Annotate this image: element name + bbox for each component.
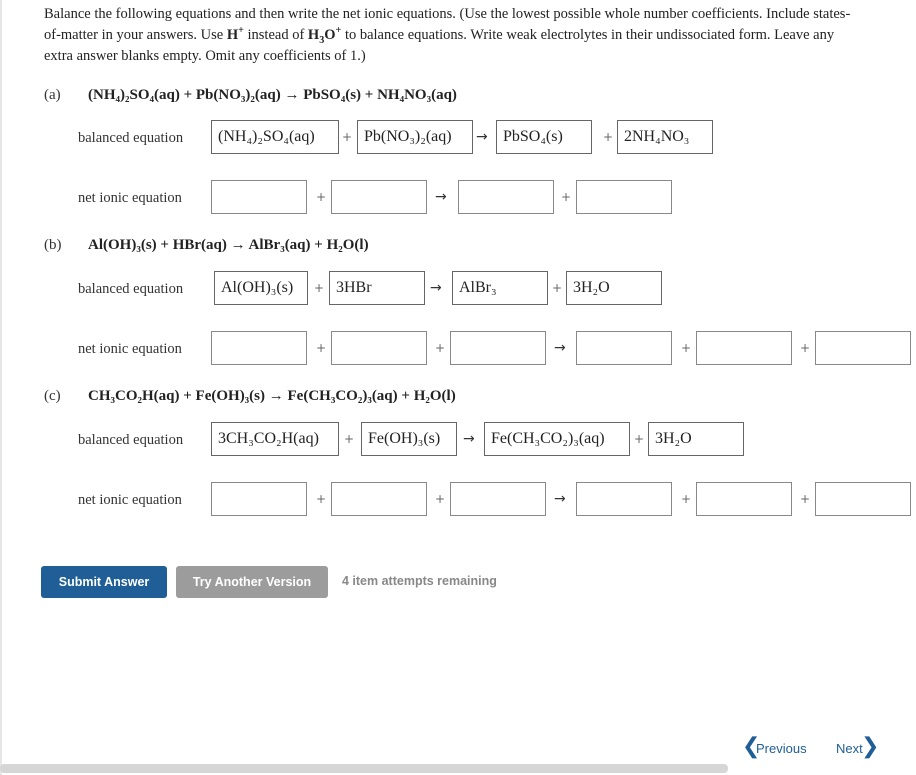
net-ionic-c-box-3[interactable] xyxy=(450,482,546,516)
question-a-letter: (a) xyxy=(44,87,61,103)
plus-sign: + xyxy=(681,341,692,355)
plus-sign: + xyxy=(800,341,811,355)
balanced-c-product-1[interactable]: Fe(CH₃CO₂)₃(aq) xyxy=(484,422,630,456)
plus-sign: + xyxy=(634,432,645,446)
net-ionic-b-box-5[interactable] xyxy=(696,331,792,365)
net-ionic-label-a: net ionic equation xyxy=(78,190,182,206)
arrow-icon: → xyxy=(463,431,475,447)
balanced-c-reactant-1[interactable]: 3CH₃CO₂H(aq) xyxy=(211,422,339,456)
plus-sign: + xyxy=(681,492,692,506)
net-ionic-label-b: net ionic equation xyxy=(78,341,182,357)
plus-sign: + xyxy=(561,190,572,204)
balanced-b-reactant-2[interactable]: 3HBr xyxy=(329,271,425,305)
net-ionic-b-box-1[interactable] xyxy=(211,331,307,365)
net-ionic-b-box-4[interactable] xyxy=(576,331,672,365)
plus-sign: + xyxy=(552,281,563,295)
arrow-icon: → xyxy=(435,189,447,205)
net-ionic-c-box-1[interactable] xyxy=(211,482,307,516)
attempts-remaining: 4 item attempts remaining xyxy=(342,574,497,588)
net-ionic-a-box-1[interactable] xyxy=(211,180,307,214)
net-ionic-c-box-2[interactable] xyxy=(331,482,427,516)
balanced-b-product-1[interactable]: AlBr₃ xyxy=(452,271,548,305)
arrow-icon: → xyxy=(476,129,488,145)
h3o-h: H xyxy=(307,27,320,43)
h3o-charge: + xyxy=(335,25,342,36)
plus-sign: + xyxy=(800,492,811,506)
plus-sign: + xyxy=(435,341,446,355)
net-ionic-a-box-3[interactable] xyxy=(458,180,554,214)
chevron-right-icon[interactable]: ❯ xyxy=(861,734,880,759)
net-ionic-label-c: net ionic equation xyxy=(78,492,182,508)
plus-sign: + xyxy=(316,492,327,506)
plus-sign: + xyxy=(435,492,446,506)
h3o-sub: 3 xyxy=(319,35,325,46)
h3o-o: O xyxy=(324,27,336,43)
plus-sign: + xyxy=(603,130,614,144)
question-c-letter: (c) xyxy=(44,388,61,404)
arrow-icon: → xyxy=(554,491,566,507)
left-rule xyxy=(0,0,2,775)
submit-answer-button[interactable]: Submit Answer xyxy=(41,566,167,598)
question-b-letter: (b) xyxy=(44,237,62,253)
plus-sign: + xyxy=(316,341,327,355)
plus-sign: + xyxy=(342,130,353,144)
net-ionic-a-box-2[interactable] xyxy=(331,180,427,214)
question-b-equation: Al(OH)₃(s) + HBr(aq) → AlBr₃(aq) + H₂O(l) xyxy=(88,237,369,253)
instructions-text-3: to balance equations. Write weak electrolytes in their undissociated form. Leave any extra answer blanks empty. Omit any coefficients of 1.) xyxy=(44,27,835,64)
h-plus-charge: + xyxy=(238,25,244,36)
net-ionic-c-box-5[interactable] xyxy=(696,482,792,516)
balanced-a-product-1[interactable]: PbSO₄(s) xyxy=(496,120,592,154)
balanced-a-product-2[interactable]: 2NH₄NO₃ xyxy=(617,120,713,154)
net-ionic-b-box-3[interactable] xyxy=(450,331,546,365)
h-plus: H xyxy=(226,27,239,43)
question-a-equation: (NH₄)₂SO₄(aq) + Pb(NO₃)₂(aq) → PbSO₄(s) + NH₄NO₃(aq) xyxy=(88,87,457,103)
balanced-a-reactant-2[interactable]: Pb(NO₃)₂(aq) xyxy=(357,120,473,154)
question-c-equation: CH₃CO₂H(aq) + Fe(OH)₃(s) → Fe(CH₃CO₂)₃(aq) + H₂O(l) xyxy=(88,388,456,404)
horizontal-scrollbar[interactable] xyxy=(0,764,728,773)
balanced-label-c: balanced equation xyxy=(78,432,184,448)
balanced-label-a: balanced equation xyxy=(78,130,184,146)
next-link[interactable]: Next xyxy=(836,741,863,756)
try-another-version-button[interactable]: Try Another Version xyxy=(176,566,328,598)
instructions-text-1: Balance the following equations and then write the net ionic equations. (Use the lowest possible whole number coefficients. Include states-of-matter in your answers. Use xyxy=(44,6,851,43)
balanced-c-product-2[interactable]: 3H₂O xyxy=(648,422,744,456)
balanced-a-reactant-1[interactable]: (NH₄)₂SO₄(aq) xyxy=(211,120,339,154)
instructions xyxy=(44,4,864,67)
instructions-text-2: instead of xyxy=(243,27,308,43)
balanced-c-reactant-2[interactable]: Fe(OH)₃(s) xyxy=(361,422,457,456)
balanced-label-b: balanced equation xyxy=(78,281,184,297)
chevron-left-icon[interactable]: ❮ xyxy=(742,734,761,759)
previous-link[interactable]: Previous xyxy=(756,741,807,756)
plus-sign: + xyxy=(316,190,327,204)
plus-sign: + xyxy=(344,432,355,446)
arrow-icon: → xyxy=(430,280,442,296)
arrow-icon: → xyxy=(554,340,566,356)
net-ionic-a-box-4[interactable] xyxy=(576,180,672,214)
net-ionic-b-box-2[interactable] xyxy=(331,331,427,365)
plus-sign: + xyxy=(314,281,325,295)
balanced-b-product-2[interactable]: 3H₂O xyxy=(566,271,662,305)
net-ionic-c-box-6[interactable] xyxy=(815,482,911,516)
balanced-b-reactant-1[interactable]: Al(OH)₃(s) xyxy=(214,271,308,305)
net-ionic-b-box-6[interactable] xyxy=(815,331,911,365)
net-ionic-c-box-4[interactable] xyxy=(576,482,672,516)
